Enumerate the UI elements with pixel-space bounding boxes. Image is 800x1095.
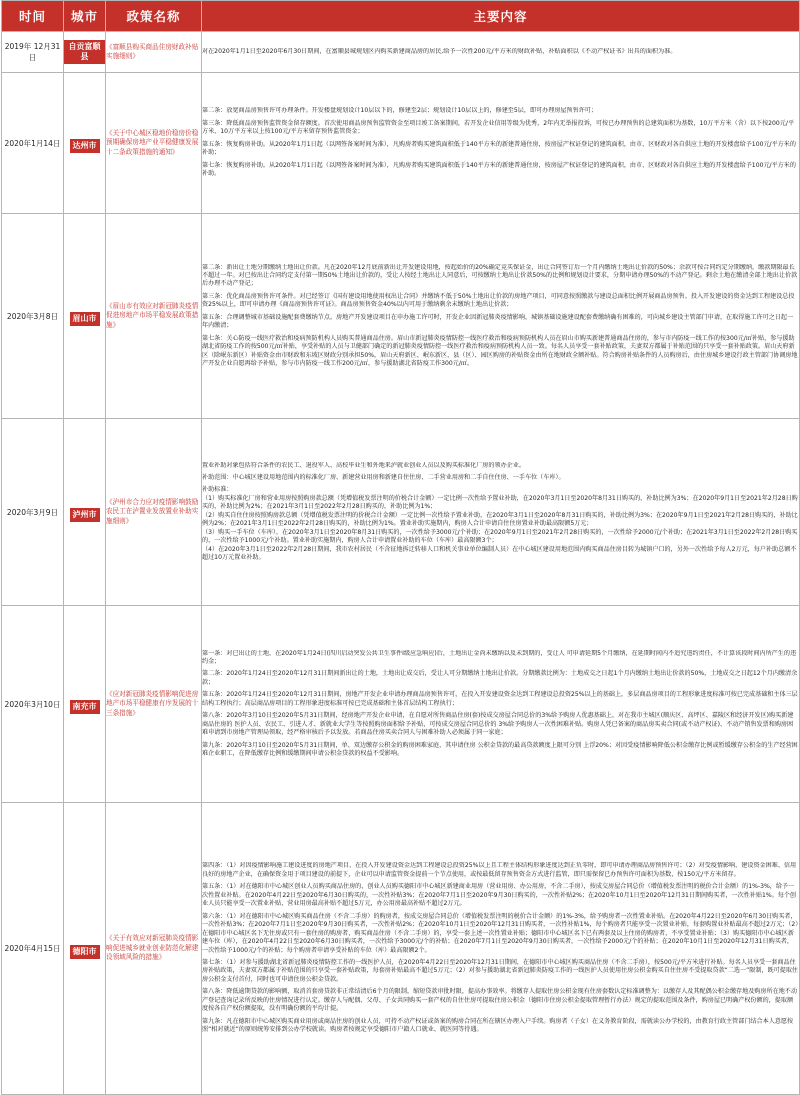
header-time: 时间 [2, 1, 64, 32]
content-paragraph: 对在2020年1月1日至2020年6月30日期间，在富顺县城规划区内购买新建商品房的居民,给予一次性200元/平方米的财政补贴，补贴面积以《不动产权证书》出具的面积为准。 [202, 47, 677, 55]
city-cell [64, 803, 106, 1095]
content-wrapper [202, 462, 799, 563]
policy-name-cell: 《关于有效应对新冠肺炎疫情影响促进城乡就业创业防范化解建设领域风险的措施》 [106, 803, 202, 1095]
content-paragraph: 补助范围：中心城区建设用地范围内的标准化厂房、新建营业用房和新建自住住房、二手营业用房和二手自住住房、一手车位（车库）。 [202, 473, 565, 481]
policy-name-cell: 《眉山市有效应对新冠肺炎疫情促进房地产市场平稳发展政策措施》 [106, 214, 202, 419]
table-row [2, 73, 800, 214]
city-badge: 德阳市 [70, 945, 100, 959]
content-paragraph: 第三条：优化商品房预售许可条件。对已经签订《国有建设用地使用权出让合同》并缴纳不低于50%土地出让价款的房地产项目，可同意按照缴款与建设总面积比例开展商品房预售。投入开发建设的资金达到工程建设总投资25%以上，即可申请办理《商品房预售许可证》。商品房预售资金40%以内可用于缴纳剩余未缴纳土地出让价款； [202, 292, 795, 309]
content-wrapper [202, 264, 799, 369]
policy-name-cell: 《关于中心城区稳地价稳房价稳预期确保房地产业平稳健康发展十二条政策措施的通知》 [106, 73, 202, 214]
city-cell [64, 214, 106, 419]
table-row [2, 214, 800, 419]
table-row [2, 419, 800, 606]
content-wrapper [202, 107, 799, 178]
city-cell [64, 419, 106, 606]
content-paragraph: 第八条：2020年3月10日至2020年5月31日期间，经房地产开发企业申请，在自愿对所售商品住房(套)按成交房屋合同总价的3%给予购房人优惠基础上，对在我市主城区(顺庆区、高坪区、嘉陵区和经济开发区)购买新建商品住房的 医护人员、农民工、引进人才、新就业大学生等按照购房面积给予补贴，可按成交房屋合同总价的 3%给予购房人一次性困难补贴。购房人凭已备案的商品房买卖合同(或不动产权证)、不动产销售发票和购房困难申请到市房地产管理局领取，经严格审核后予以发放。若商品住房买卖合同人与困难补助人必须属于同一家庭； [202, 712, 794, 737]
table-row [2, 32, 800, 73]
header-policy-name: 政策名称 [106, 1, 202, 32]
content-cell [202, 606, 800, 803]
content-paragraph: 第三条：降低商品房预售监管资金留存额度。首次使用商品房预售监管资金至项目竣工备案期间，若开发企业信用等级为优秀，2年内无举报投诉，可按已办理预售的总建筑面积为基数，10万平方米（含）以下按200元/平方米、10万平方米以上按100元/平方米留存预售监管资金； [202, 119, 795, 136]
date-cell: 2019年 12月31日 [2, 32, 64, 73]
content-paragraph: 第四条：（1）对因疫情影响施工建设进度的房地产项目，在投入开发建设资金达到工程建设总投资25%以上且工程主体结构形象进度达到正负零时，即可申请办理商品房预售许可；（2）对受疫情影响、建设资金困难、信用良好的房地产企业，在确保资金用于项目建设的前提下，企业可以申请监管资金提前一个节点使用，或按最低留存预售资金方式进行监管，即只需保留已办预售许可面积为基数，按150元/平方米留存。 [202, 862, 797, 878]
content-paragraph: 第七条：（1）对参与援助湖北省新冠肺炎疫情防控工作的一线医护人员，在2020年4月22日至2020年12月31日期间，在德阳市中心城区购买商品住房（不含二手房），按500元/平方米进行补贴。每名人员享受一套商品住房补贴政策，夫妻双方都属于补贴范围的只享受一套补贴政策，每套房补贴最高不超过5万元；（2）对参与援助湖北省新冠肺炎防疫工作的一线医护人员使用住房公积金购买自住住房不受提取贷款“二选一”限制，既可提取住房公积金支付首付，同时也可申请住房公积金贷款。 [202, 958, 799, 983]
content-paragraph: 第二条：2020年1月24日至2020年12月31日期间新出让的土地，土地出让成交后，受让人可分期缴纳土地出让价款。分期缴款比例为：土地成交之日起1个月内缴纳土地出让价款的50%，土地成交之日起12个月内缴清余款； [202, 670, 798, 686]
city-badge: 南充市 [70, 700, 100, 714]
date-cell: 2020年3月10日 [2, 606, 64, 803]
content-paragraph: 第一条：对已出让的土地，在2020年1月24日(四川启动突发公共卫生事件Ⅰ级应急响应)后，土地出让金尚未缴纳以及未到期的，受让人 可申请延期5个月缴纳，在延期时间内不追究违约责任，不计算该段时间内所产生的违约金； [202, 649, 797, 665]
content-cell [202, 803, 800, 1095]
table-header [2, 1, 800, 32]
content-paragraph: 置业补助对象包括符合条件的农民工、退役军人、高校毕业生和外地来泸就业创业人员以及购买标准化厂房的领办企业。 [202, 461, 525, 469]
content-cell [202, 214, 800, 419]
city-cell [64, 73, 106, 214]
date-cell: 2020年3月8日 [2, 214, 64, 419]
header-main-content: 主要内容 [202, 1, 800, 32]
content-cell [202, 32, 800, 73]
city-cell [64, 606, 106, 803]
policy-table [1, 0, 800, 1095]
content-paragraph: 第九条：凡在德阳市中心城区购买商业用房或商品住房的创业人员，可持不动产权证或备案的购房合同在所在辖区办理入户手续。购房者（子女）在义务教育阶段，需就读公办学校的，由教育行政主管部门结合本人意愿按照“相对就近”的原则统筹安排到公办学校就读。购房者按规定享受德阳市户籍人口就业、就医同等待遇。 [202, 1017, 794, 1034]
content-paragraph: 第六条：（1）对在德阳市中心城区购买商品住房（不含二手房）的购房者，按成交房屋合同总价（增值税发票注明的税价合计金额）的1%-3%，给予购房者一次性置业补贴。在2020年4月22日至2020年6月30日购买者，一次性补贴3%；在2020年7月1日至2020年9月30日购买者，一次性补贴2%；在2020年10月1日至2020年12月31日购买者，一次性补贴1%，每个购房者只能享受一次置业补贴，每套购置业补贴最高不超过2万元；（2）在德阳市中心城区名下无住房或只有一套住房的购房者，购买商品住房（不含二手房）的，享受一套上述一次性置业补贴；德阳市中心城区名下已有两套及以上住房的购房者，不享受置业补贴；（3）购买德阳市中心城区新建车位（库），在2020年4月22日至2020年6月30日购买者，一次性给予3000元/个的补贴；在2020年7月1日至2020年9月30日购买者，一次性给予2000元/个的补贴；在2020年10月1日至2020年12月31日购买者，一次性给予1000元/个的补贴；每个购房者申请享受补贴的车位（库）最高限额2个。 [202, 912, 799, 954]
city-badge: 眉山市 [70, 312, 100, 326]
content-paragraph: 第五条：合理调整城市基础设施配套费缴纳节点。房地产开发建设项目在申办施工许可时，开发企业因新冠肺炎疫情影响，城镇基础设施建设配套费缴纳确有困难的，可向城乡建设主管部门申请，在取得施工许可之日起一年内缴清； [202, 313, 794, 330]
content-wrapper [202, 48, 799, 56]
policy-name-cell: 《泸州市合力应对疫情影响鼓励农民工在泸置业发放置业补助实施细则》 [106, 419, 202, 606]
content-wrapper [202, 650, 799, 759]
policy-name-cell: 《应对新冠肺炎疫情影响促进房地产市场平稳健康有序发展的十三条措施》 [106, 606, 202, 803]
content-paragraph: 第七条：关心防疫一线医疗救治和疫病预防机构人员购买普通商品住房。眉山市新冠肺炎疫情防控一线医疗救治和疫病预防机构人员在眉山市购买新建普通商品住房的，参与市内防疫一线工作的按300元/㎡补贴，参与援助湖北省防疫工作的按500元/㎡补贴，享受补贴的人员与卫健部门确定的新冠肺炎疫情防控一线医疗救治和疫病预防机构人员一致。每名人员享受一套补贴政策，夫妻双方都属于补贴范围的只享受一套补贴政策。眉山天府新区（除岷东新区）补贴资金由市财政和东坡区财政分别承担50%，眉山天府新区、岷东新区、县（区）、园区购房的补贴资金由所在地财政全额补贴。符合购房补贴条件的人员购房后，由住房城乡建设行政主管部门协调房地产开发企业自愿再给予补贴，参与市内防疫一线工作200元/㎡，参与援助湖北省防疫工作300元/㎡。 [202, 334, 798, 368]
date-cell: 2020年1月14日 [2, 73, 64, 214]
content-paragraph: 第九条：2020年3月10日至2020年5月31日期间，单、双边缴存公积金的购房困难家庭，其申请住房 公积金贷款的最高贷款额度上限可分别 上浮20%；对因受疫情影响降低公积金缴存比例或暂缓缴存公积金的生产经营困难企业职工，在降低缴存比例和缓缴期间申请公积金贷款的权益不受影响。 [202, 741, 798, 758]
content-paragraph: 第五条：（1）对在德阳市中心城区创业人员购买商品住房的，创业人员购买德阳市中心城区新建商业用房（营业用房、办公用房，不含二手房），按成交房屋合同总价（增值税发票注明的税价合计金额）的1%-3%，给予一次性置业补贴。在2020年4月22日至2020年6月30日购买的，一次性补贴3%；在2020年7月1日至2020年9月30日购买的，一次性补贴2%；在2020年10月1日至2020年12月31日期间购买者，一次性补贴1%。每个创业人员只能享受一次置业补贴，营业用房最高补贴不超过5万元，办公用房最高补贴不超过2万元。 [202, 883, 797, 908]
table-body [2, 32, 800, 1095]
table-row [2, 803, 800, 1095]
content-paragraph: 第七条：恢复购房补助。从2020年1月1日起（以网签备案时间为准），凡购房者购买建筑面积低于140平方米的新建普通住房，按房屋产权证登记的建筑面积，由市、区财政对各自供应土地的开发楼盘给予100元/平方米的补助。 [202, 161, 796, 178]
header-city: 城市 [64, 1, 106, 32]
content-paragraph: 第八条：降低逾期贷款的影响额，取消首套房贷款非正常结清后6个月的限制，缩短贷款审批时限，提高办事效率。将缴存人提取住房公积金现有住房套数认定标准调整为：以缴存人及其配偶公积金缴存地及购房所在地不动产登记查询记录所反映的住房情况进行认定。缴存人与配偶、父母、子女共同购买一套产权的自住住房可提取住房公积金（德阳市住房公积金提取管理暂行办法）规定的提取范围及条件，购房屋已明确产权份额的，提取额度按各自产权份额提取，没有明确份额的平均计提。 [202, 988, 797, 1013]
date-cell: 2020年4月15日 [2, 803, 64, 1095]
content-paragraph: 补助标准： （1）购买标准化厂房和营业用房按照购房款总额（凭增值税发票注明的价税合计金额）一定比例一次性给予置业补助，在2020年3月1日至2020年8月31日购买的，补助比例为3%；在2020年9月1日至2021年2月28日购买的，补助比例为2%；在2021年3月1日至2022年2月28日购买的，补助比例为1%； （2）购买自住住房按照购房款总额（凭增值税发票注明的价税合计金额）一定比例一次性给予置业补助，在2020年3月1日至2020年8月31日购买的，补助比例为3%；在2020年9月1日至2021年2月28日购买的，补助比例为2%；在2021年3月1日至2022年2月28日购买的，补助比例为1%。置业补助实施期内，购房人合计申请自住住房置业补助最高限额5万元； （3）购买一手车位（车库），在2020年3月1日至2020年8月31日购买的，一次性给予3000元/个补助；在2020年9月1日至2021年2月28日购买的，一次性给予2000元/个补助；在2021年3月1日至2022年2月28日购买的，一次性给予1000元/个补助。置业补助实施期内，购房人合计申请置业补助的车位（车库）最高限额3个； （4）在2020年3月1日至2022年2月28日期间，我市农村居民（不含征地拆迁转移人口和机关事业单位编制人员）在中心城区建设用地范围内购买商品住房目转为城镇户口的，另外一次性给予每人2万元，每户补助总额不超过10万元置业补助。 [202, 486, 798, 562]
policy-name-cell: 《富顺县购买商品住房财政补贴实施细则》 [106, 32, 202, 73]
date-cell: 2020年3月9日 [2, 419, 64, 606]
content-paragraph: 第二条：新出让土地分期缴纳土地出让价款。凡在2020年12月底前新出让开发建设用地，按起始价的20%确定竞买保证金，出让合同签订后一个月内缴纳土地出让价款的50%；余款可按合同约定分期缴纳，缴款期限最长不超过一年。对已按出让合同约定支付第一期50%土地出让价款的，受让人按经土地出让人同意后，可按缴纳土地出让价款50%的比例和规划设计要求，分期申请办理50%的不动产登记。剩余土地在缴清全部土地出让价款后办理不动产登记； [202, 263, 798, 288]
city-badge: 自贡富顺县 [64, 40, 105, 64]
city-cell [64, 32, 106, 73]
content-paragraph: 第二条：放宽商品房预售许可办理条件。开发楼盘规划设计10层以下的，修建至2层；规划设计10层以上的，修建至5层，即可办理房屋预售许可； [202, 107, 597, 115]
content-cell [202, 73, 800, 214]
city-badge: 达州市 [70, 139, 100, 153]
city-badge: 泸州市 [70, 508, 100, 522]
content-wrapper [202, 862, 799, 1034]
table-row [2, 606, 800, 803]
content-paragraph: 第五条：2020年1月24日至2020年12月31日期间，房地产开发企业申请办理商品房预售许可，在投入开发建设资金达到工程建设总投资25%以上的基础上，多层商品房项目的工程形象进度标准可按已完成基础和主体三层结构工程执行；高层商品房项目的工程形象进度标准可按已完成基础和主体首层结构工程执行； [202, 691, 798, 707]
content-cell [202, 419, 800, 606]
content-paragraph: 第五条：恢复购房补助。从2020年1月1日起（以网签备案时间为准），凡购房者购买建筑面积低于140平方米的新建普通住房，按房屋产权证登记的建筑面积，由市、区财政对各自供应土地的开发楼盘给予100元/平方米的补助； [202, 140, 796, 157]
